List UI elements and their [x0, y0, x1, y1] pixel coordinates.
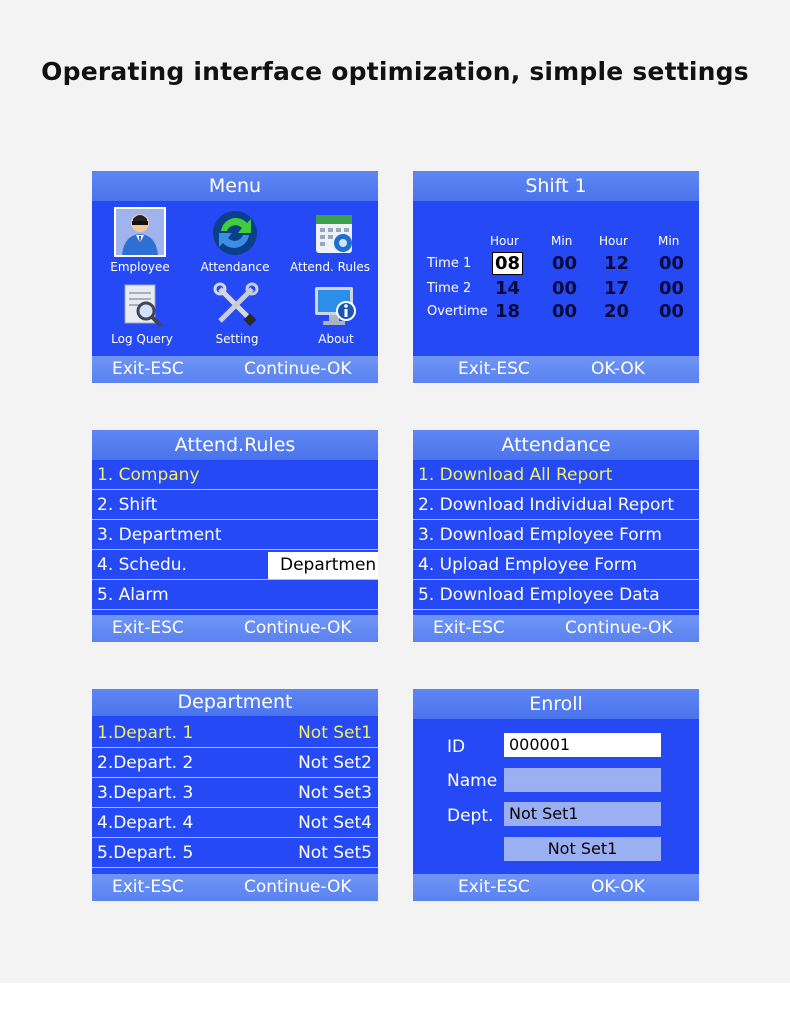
continue-ok-button[interactable]: Continue-OK	[244, 618, 352, 638]
department-item[interactable]	[92, 839, 378, 868]
attendance-screen	[413, 430, 699, 642]
attendance-item-download-individual-report[interactable]: 2. Download Individual Report	[413, 491, 699, 520]
enroll-id-field[interactable]: 000001	[504, 733, 661, 757]
shift-time2-start-hour-field[interactable]: 14	[495, 278, 521, 299]
shift-row-label: Time 2	[427, 281, 472, 296]
department-value: Not Set1	[298, 723, 372, 743]
shift-row-label: Time 1	[427, 256, 472, 271]
exit-esc-button[interactable]: Exit-ESC	[112, 618, 184, 638]
shift-header-min-1: Min	[551, 234, 573, 248]
shift-footer	[413, 356, 699, 383]
menu-item-employee-label: Employee	[110, 260, 170, 274]
department-title: Department	[92, 689, 378, 716]
shift-time1-start-hour-field[interactable]: 08	[495, 253, 521, 274]
department-value: Not Set2	[298, 753, 372, 773]
menu-item-log-query-label: Log Query	[111, 332, 173, 346]
exit-esc-button[interactable]: Exit-ESC	[458, 877, 530, 897]
department-value: Not Set4	[298, 813, 372, 833]
ok-button[interactable]: OK-OK	[591, 359, 645, 379]
shift-header-min-2: Min	[658, 234, 680, 248]
menu-footer	[92, 356, 378, 383]
rules-item-shift[interactable]: 2. Shift	[92, 491, 378, 520]
shift-title: Shift 1	[413, 171, 699, 201]
shift-overtime-end-min-field[interactable]: 00	[659, 301, 685, 322]
department-name: 5.Depart. 5	[97, 843, 194, 863]
attendance-item-upload-employee-form[interactable]: 4. Upload Employee Form	[413, 551, 699, 580]
attend-rules-title: Attend.Rules	[92, 430, 378, 460]
attendance-item-download-all-report[interactable]: 1. Download All Report	[413, 461, 699, 490]
attendance-footer	[413, 615, 699, 642]
department-value: Not Set3	[298, 783, 372, 803]
enroll-dept-field[interactable]: Not Set1	[504, 802, 661, 826]
rules-item-department[interactable]: 3. Department	[92, 521, 378, 550]
shift-time1-end-min-field[interactable]: 00	[659, 253, 685, 274]
menu-item-setting-label: Setting	[215, 332, 259, 346]
rules-item-company[interactable]: 1. Company	[92, 461, 378, 490]
shift-row-label: Overtime	[427, 304, 488, 319]
exit-esc-button[interactable]: Exit-ESC	[433, 618, 505, 638]
rules-item-schedule-label: 4. Schedu.	[97, 555, 187, 575]
shift-time2-end-hour-field[interactable]: 17	[604, 278, 630, 299]
enroll-id-label: ID	[447, 737, 466, 757]
schedule-dropdown[interactable]: Departmen	[268, 552, 378, 579]
department-name: 4.Depart. 4	[97, 813, 194, 833]
menu-item-attend-rules-label: Attend. Rules	[289, 260, 370, 274]
menu-item-about-label: About	[318, 332, 354, 346]
continue-ok-button[interactable]: Continue-OK	[244, 877, 352, 897]
shift-screen	[413, 171, 699, 383]
menu-item-attendance-label: Attendance	[200, 260, 270, 274]
attend-rules-screen	[92, 430, 378, 642]
department-item[interactable]	[92, 749, 378, 778]
attendance-title: Attendance	[413, 430, 699, 460]
setting-tools-icon[interactable]	[212, 281, 260, 329]
enroll-dept-label: Dept.	[447, 806, 494, 826]
department-name: 3.Depart. 3	[97, 783, 194, 803]
attendance-item-download-employee-form[interactable]: 3. Download Employee Form	[413, 521, 699, 550]
enroll-footer	[413, 874, 699, 901]
enroll-title: Enroll	[413, 689, 699, 719]
shift-header-hour-1: Hour	[490, 234, 519, 248]
menu-title: Menu	[92, 171, 378, 201]
shift-overtime-start-min-field[interactable]: 00	[552, 301, 578, 322]
shift-time1-end-hour-field[interactable]: 12	[604, 253, 630, 274]
department-footer	[92, 874, 378, 901]
department-screen	[92, 689, 378, 901]
enroll-name-label: Name	[447, 771, 498, 791]
department-item[interactable]	[92, 809, 378, 838]
rules-footer	[92, 615, 378, 642]
shift-header-hour-2: Hour	[599, 234, 628, 248]
department-item[interactable]	[92, 779, 378, 808]
enroll-screen	[413, 689, 699, 901]
shift-time1-start-min-field[interactable]: 00	[552, 253, 578, 274]
rules-item-alarm[interactable]: 5. Alarm	[92, 581, 378, 610]
menu-screen	[92, 171, 378, 383]
shift-time2-end-min-field[interactable]: 00	[659, 278, 685, 299]
department-name: 2.Depart. 2	[97, 753, 194, 773]
attendance-icon[interactable]	[211, 209, 259, 257]
shift-time2-start-min-field[interactable]: 00	[552, 278, 578, 299]
about-monitor-icon[interactable]	[311, 281, 359, 329]
exit-esc-button[interactable]: Exit-ESC	[112, 359, 184, 379]
page-headline: Operating interface optimization, simple settings	[41, 57, 749, 86]
department-item[interactable]	[92, 719, 378, 748]
department-name: 1.Depart. 1	[97, 723, 194, 743]
enroll-dept-option[interactable]: Not Set1	[504, 837, 661, 861]
ok-button[interactable]: OK-OK	[591, 877, 645, 897]
continue-ok-button[interactable]: Continue-OK	[244, 359, 352, 379]
continue-ok-button[interactable]: Continue-OK	[565, 618, 673, 638]
calendar-icon[interactable]	[310, 209, 358, 257]
shift-overtime-start-hour-field[interactable]: 18	[495, 301, 521, 322]
exit-esc-button[interactable]: Exit-ESC	[112, 877, 184, 897]
shift-overtime-end-hour-field[interactable]: 20	[604, 301, 630, 322]
enroll-name-field[interactable]	[504, 768, 661, 792]
employee-icon[interactable]	[114, 207, 166, 257]
exit-esc-button[interactable]: Exit-ESC	[458, 359, 530, 379]
department-value: Not Set5	[298, 843, 372, 863]
rules-item-schedule[interactable]	[92, 551, 378, 580]
attendance-item-download-employee-data[interactable]: 5. Download Employee Data	[413, 581, 699, 610]
log-query-icon[interactable]	[119, 281, 167, 329]
